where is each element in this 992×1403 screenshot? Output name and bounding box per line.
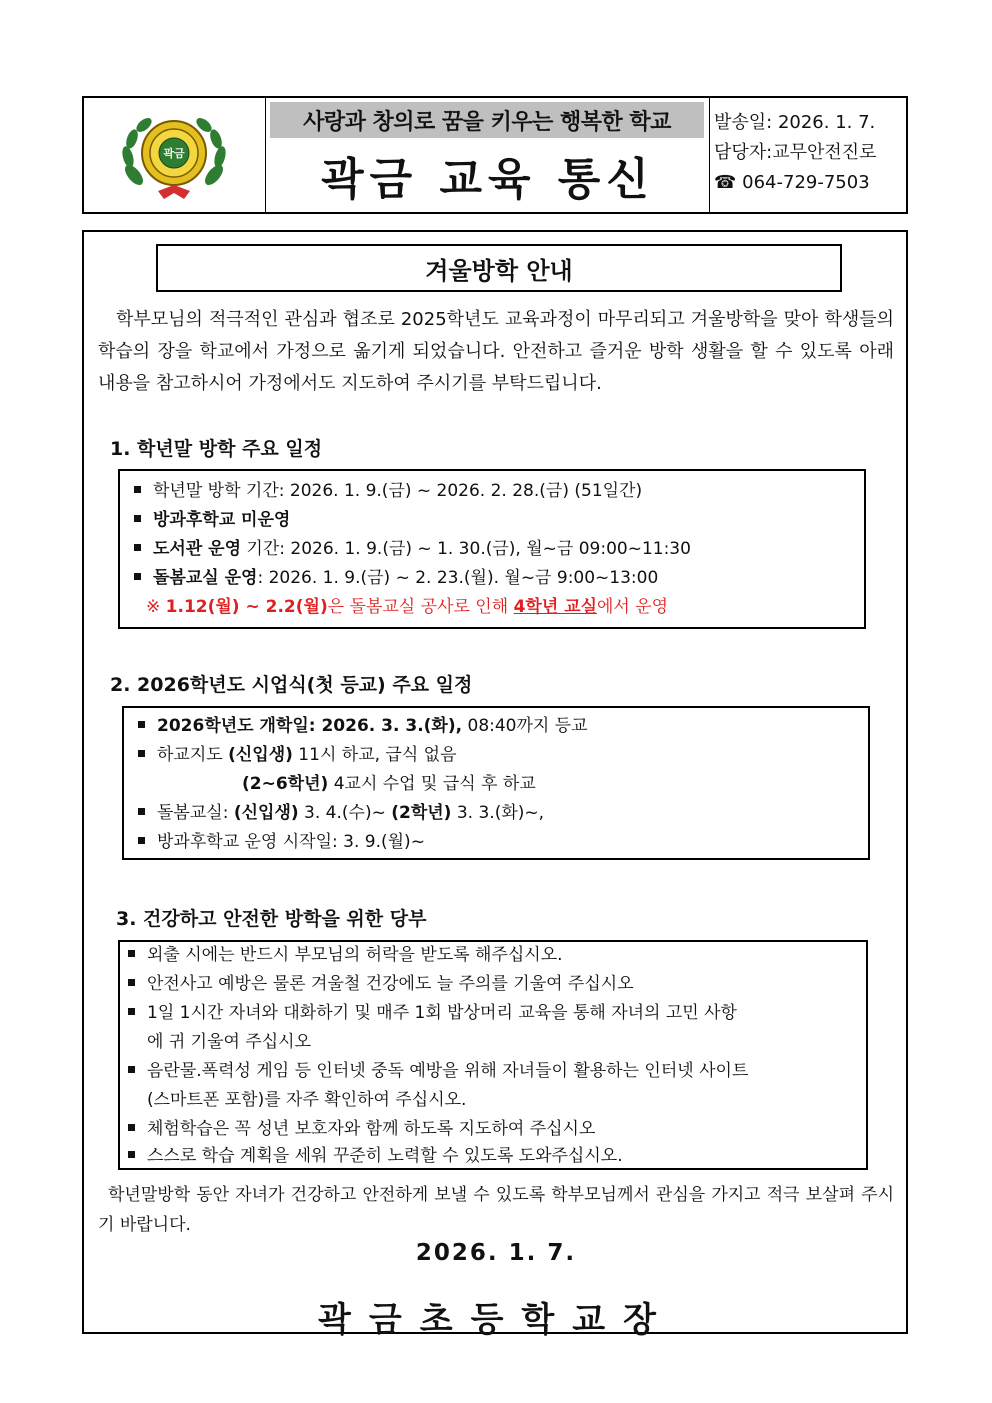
document-date: 2026. 1. 7. [415,1240,577,1266]
list-item: 2026학년도 개학일: 2026. 3. 3.(화), 08:40까지 등교 [138,712,588,741]
bullet-icon [128,1124,135,1131]
contact-person: 담당자:교무안전진로 [714,142,877,163]
list-item: 돌봄교실: (신입생) 3. 4.(수)~ (2학년) 3. 3.(화)~, [138,799,544,828]
section1-heading: 1. 학년말 방학 주요 일정 [110,438,323,460]
bullet-icon [134,486,141,493]
bullet-icon [134,573,141,580]
phone-icon: ☎ [714,172,737,193]
bullet-icon [134,515,141,522]
list-item-continuation: (2~6학년) 4교시 수업 및 급식 후 하교 [242,774,536,794]
list-item-continuation: (스마트폰 포함)를 자주 확인하여 주십시오. [147,1090,467,1110]
bullet-icon [128,979,135,986]
school-emblem-icon [114,105,234,205]
closing-paragraph: 학년말방학 동안 자녀가 건강하고 안전하게 보낼 수 있도록 학부모님께서 관심을 가지고 적극 보살펴 주시기 바랍니다. [98,1185,894,1235]
bullet-icon [138,750,145,757]
school-logo-cell [84,98,266,212]
intro-paragraph: 학부모님의 적극적인 관심과 협조로 2025학년도 교육과정이 마무리되고 겨울방학을 맞아 학생들의 학습의 장을 학교에서 가정으로 옮기게 되었습니다. 안전하고 즐거운 방학 생활을 할 수 있도록 아래 내용을 참고하시어 가정에서도 지도하여 주시기를 부탁드립니다. [98,309,894,394]
section3-heading: 3. 건강하고 안전한 방학을 위한 당부 [116,908,427,930]
bullet-icon [128,1066,135,1073]
list-item: 1일 1시간 자녀와 대화하기 및 매주 1회 밥상머리 교육을 통해 자녀의 고민 사항 [128,999,737,1028]
list-item: 하교지도 (신입생) 11시 하교, 급식 없음 [138,741,457,770]
section1-box [118,469,866,629]
school-motto: 사랑과 창의로 꿈을 키우는 행복한 학교 [270,102,704,138]
bullet-icon [138,721,145,728]
notice-title: 겨울방학 안내 [156,244,842,292]
header-info [714,108,906,198]
section2-heading: 2. 2026학년도 시업식(첫 등교) 주요 일정 [110,674,473,696]
section2-box [122,706,870,860]
header-title-cell [266,98,710,212]
issue-date: 발송일: 2026. 1. 7. [714,112,876,133]
bullet-icon [128,950,135,957]
principal-signature: 곽금초등학교장 [318,1300,674,1340]
phone-number: 064-729-7503 [742,172,870,193]
list-item: 돌봄교실 운영: 2026. 1. 9.(금) ~ 2. 23.(월). 월~금 9:00~13:00 [134,564,658,593]
list-item: 도서관 운영 기간: 2026. 1. 9.(금) ~ 1. 30.(금), 월~금 09:00~11:30 [134,535,691,564]
bullet-icon [138,808,145,815]
bullet-icon [134,544,141,551]
list-item: 학년말 방학 기간: 2026. 1. 9.(금) ~ 2026. 2. 28.(금) (51일간) [134,477,642,506]
logo-text: 곽금 [163,147,185,160]
list-item-continuation: 에 귀 기울여 주십시오 [147,1032,312,1052]
bullet-icon [138,837,145,844]
list-item: 외출 시에는 반드시 부모님의 허락을 받도록 해주십시오. [128,941,563,970]
list-item: 음란물.폭력성 게임 등 인터넷 중독 예방을 위해 자녀들이 활용하는 인터넷 사이트 [128,1057,748,1086]
bullet-icon [128,1008,135,1015]
list-item: 방과후학교 미운영 [134,506,290,535]
bullet-icon [128,1151,135,1158]
list-item: 방과후학교 운영 시작일: 3. 9.(월)~ [138,828,425,857]
newsletter-name: 곽금 교육 통신 [321,154,655,205]
section3-box [118,940,868,1170]
phone-line [714,168,906,198]
closure-note: ※ 1.12(월) ~ 2.2(월)은 돌봄교실 공사로 인해 4학년 교실에서 운영 [146,597,669,617]
list-item: 스스로 학습 계획을 세워 꾸준히 노력할 수 있도록 도와주십시오. [128,1142,623,1171]
list-item: 체험학습은 꼭 성년 보호자와 함께 하도록 지도하여 주십시오 [128,1115,595,1144]
newsletter-header [82,96,908,214]
list-item: 안전사고 예방은 물론 겨울철 건강에도 늘 주의를 기울여 주십시오 [128,970,634,999]
